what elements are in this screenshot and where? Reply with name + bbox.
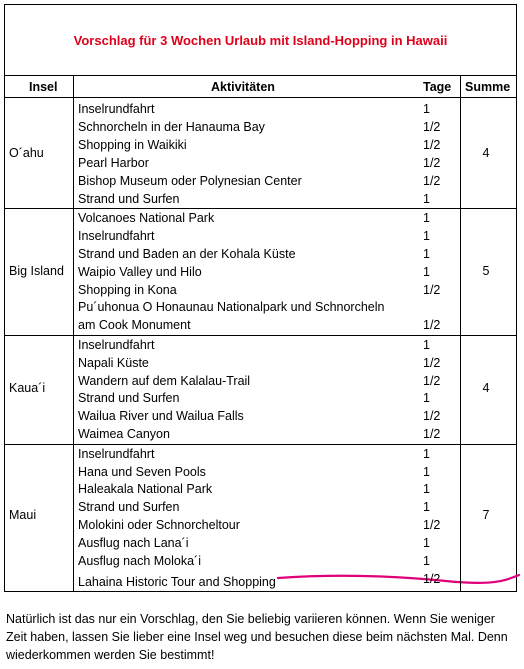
tage-cell: 1 xyxy=(423,228,430,243)
activity-cell: Schnorcheln in der Hanauma Bay xyxy=(78,119,265,134)
itinerary-table xyxy=(4,4,517,592)
header-tage: Tage xyxy=(423,80,452,94)
island-name: O´ahu xyxy=(9,145,44,160)
activity-cell: Wailua River und Wailua Falls xyxy=(78,409,244,424)
tage-cell: 1 xyxy=(423,536,430,551)
activity-cell: Shopping in Waikiki xyxy=(78,137,187,152)
island-summe: 5 xyxy=(482,263,490,278)
activity-cell: Pu´uhonua O Honaunau Nationalpark und Schnorcheln xyxy=(78,300,385,315)
tage-cell: 1 xyxy=(423,337,430,352)
tage-cell: 1/2 xyxy=(423,119,441,134)
island-summe: 4 xyxy=(482,145,490,160)
island-name: Maui xyxy=(9,508,37,523)
activity-cell: Inselrundfahrt xyxy=(78,446,155,461)
activity-cell: Wandern auf dem Kalalau-Trail xyxy=(78,373,251,388)
tage-cell: 1/2 xyxy=(423,373,441,388)
tage-cell: 1 xyxy=(423,482,430,497)
header-insel: Insel xyxy=(29,80,58,94)
activity-cell: Molokini oder Schnorcheltour xyxy=(78,518,240,533)
table-header-row xyxy=(5,76,516,98)
tage-cell: 1 xyxy=(423,500,430,515)
footer-note: Natürlich ist das nur ein Vorschlag, den Sie beliebig variieren können. Wenn Sie weniger Zeit haben, lassen Sie lieber eine Insel weg und besuchen diese beim nächsten Mal. Denn wiederkommen werden Sie bestimmt! xyxy=(6,612,508,662)
activity-cell: Strand und Baden an der Kohala Küste xyxy=(78,246,296,261)
activity-cell: Strand und Surfen xyxy=(78,191,180,206)
tage-cell: 1/2 xyxy=(423,137,441,152)
activity-cell: Waipio Valley und Hilo xyxy=(78,264,202,279)
tage-cell: 1/2 xyxy=(423,518,441,533)
strike-through-mark xyxy=(276,572,521,586)
island-divider xyxy=(5,444,516,445)
tage-cell: 1/2 xyxy=(423,318,441,333)
island-divider xyxy=(5,335,516,336)
header-summe: Summe xyxy=(465,80,511,94)
activity-cell: Bishop Museum oder Polynesian Center xyxy=(78,173,302,188)
activity-cell: Haleakala National Park xyxy=(78,482,213,497)
tage-cell: 1/2 xyxy=(423,409,441,424)
island-name: Big Island xyxy=(9,263,64,278)
tage-cell: 1/2 xyxy=(423,155,441,170)
island-summe: 4 xyxy=(482,381,490,396)
island-divider xyxy=(5,208,516,209)
struck-activity: Lahaina Historic Tour and Shopping xyxy=(78,574,276,589)
tage-cell: 1 xyxy=(423,464,430,479)
activity-cell: Inselrundfahrt xyxy=(78,228,155,243)
activity-cell: Inselrundfahrt xyxy=(78,102,155,116)
tage-cell: 1 xyxy=(423,446,430,461)
tage-cell: 1/2 xyxy=(423,571,441,586)
tage-cell: 1/2 xyxy=(423,282,441,297)
header-aktivitaeten: Aktivitäten xyxy=(211,80,275,94)
activity-cell: Ausflug nach Lana´i xyxy=(78,536,189,551)
activity-cell: Waimea Canyon xyxy=(78,427,170,442)
tage-cell: 1 xyxy=(423,264,430,279)
activity-cell: Napali Küste xyxy=(78,355,149,370)
activity-cell xyxy=(78,572,521,589)
activity-cell: Strand und Surfen xyxy=(78,500,180,515)
activity-cell: Hana und Seven Pools xyxy=(78,464,206,479)
column-divider-summe xyxy=(460,76,461,592)
activity-cell: am Cook Monument xyxy=(78,318,191,333)
tage-cell: 1 xyxy=(423,391,430,406)
tage-cell: 1 xyxy=(423,246,430,261)
activity-cell: Ausflug nach Moloka´i xyxy=(78,554,201,568)
activity-cell: Shopping in Kona xyxy=(78,282,177,297)
table-title: Vorschlag für 3 Wochen Urlaub mit Island-Hopping in Hawaii xyxy=(5,5,516,76)
tage-cell: 1 xyxy=(423,210,430,225)
activity-cell: Strand und Surfen xyxy=(78,391,180,406)
column-divider-insel xyxy=(73,76,74,592)
tage-cell: 1 xyxy=(423,102,430,116)
tage-cell: 1 xyxy=(423,191,430,206)
activity-cell: Inselrundfahrt xyxy=(78,337,155,352)
island-summe: 7 xyxy=(482,508,490,523)
tage-cell: 1/2 xyxy=(423,173,441,188)
activity-cell: Volcanoes National Park xyxy=(78,210,215,225)
tage-cell: 1/2 xyxy=(423,355,441,370)
tage-cell: 1 xyxy=(423,554,430,568)
tage-cell: 1/2 xyxy=(423,427,441,442)
island-name: Kaua´i xyxy=(9,381,46,396)
activity-cell: Pearl Harbor xyxy=(78,155,149,170)
